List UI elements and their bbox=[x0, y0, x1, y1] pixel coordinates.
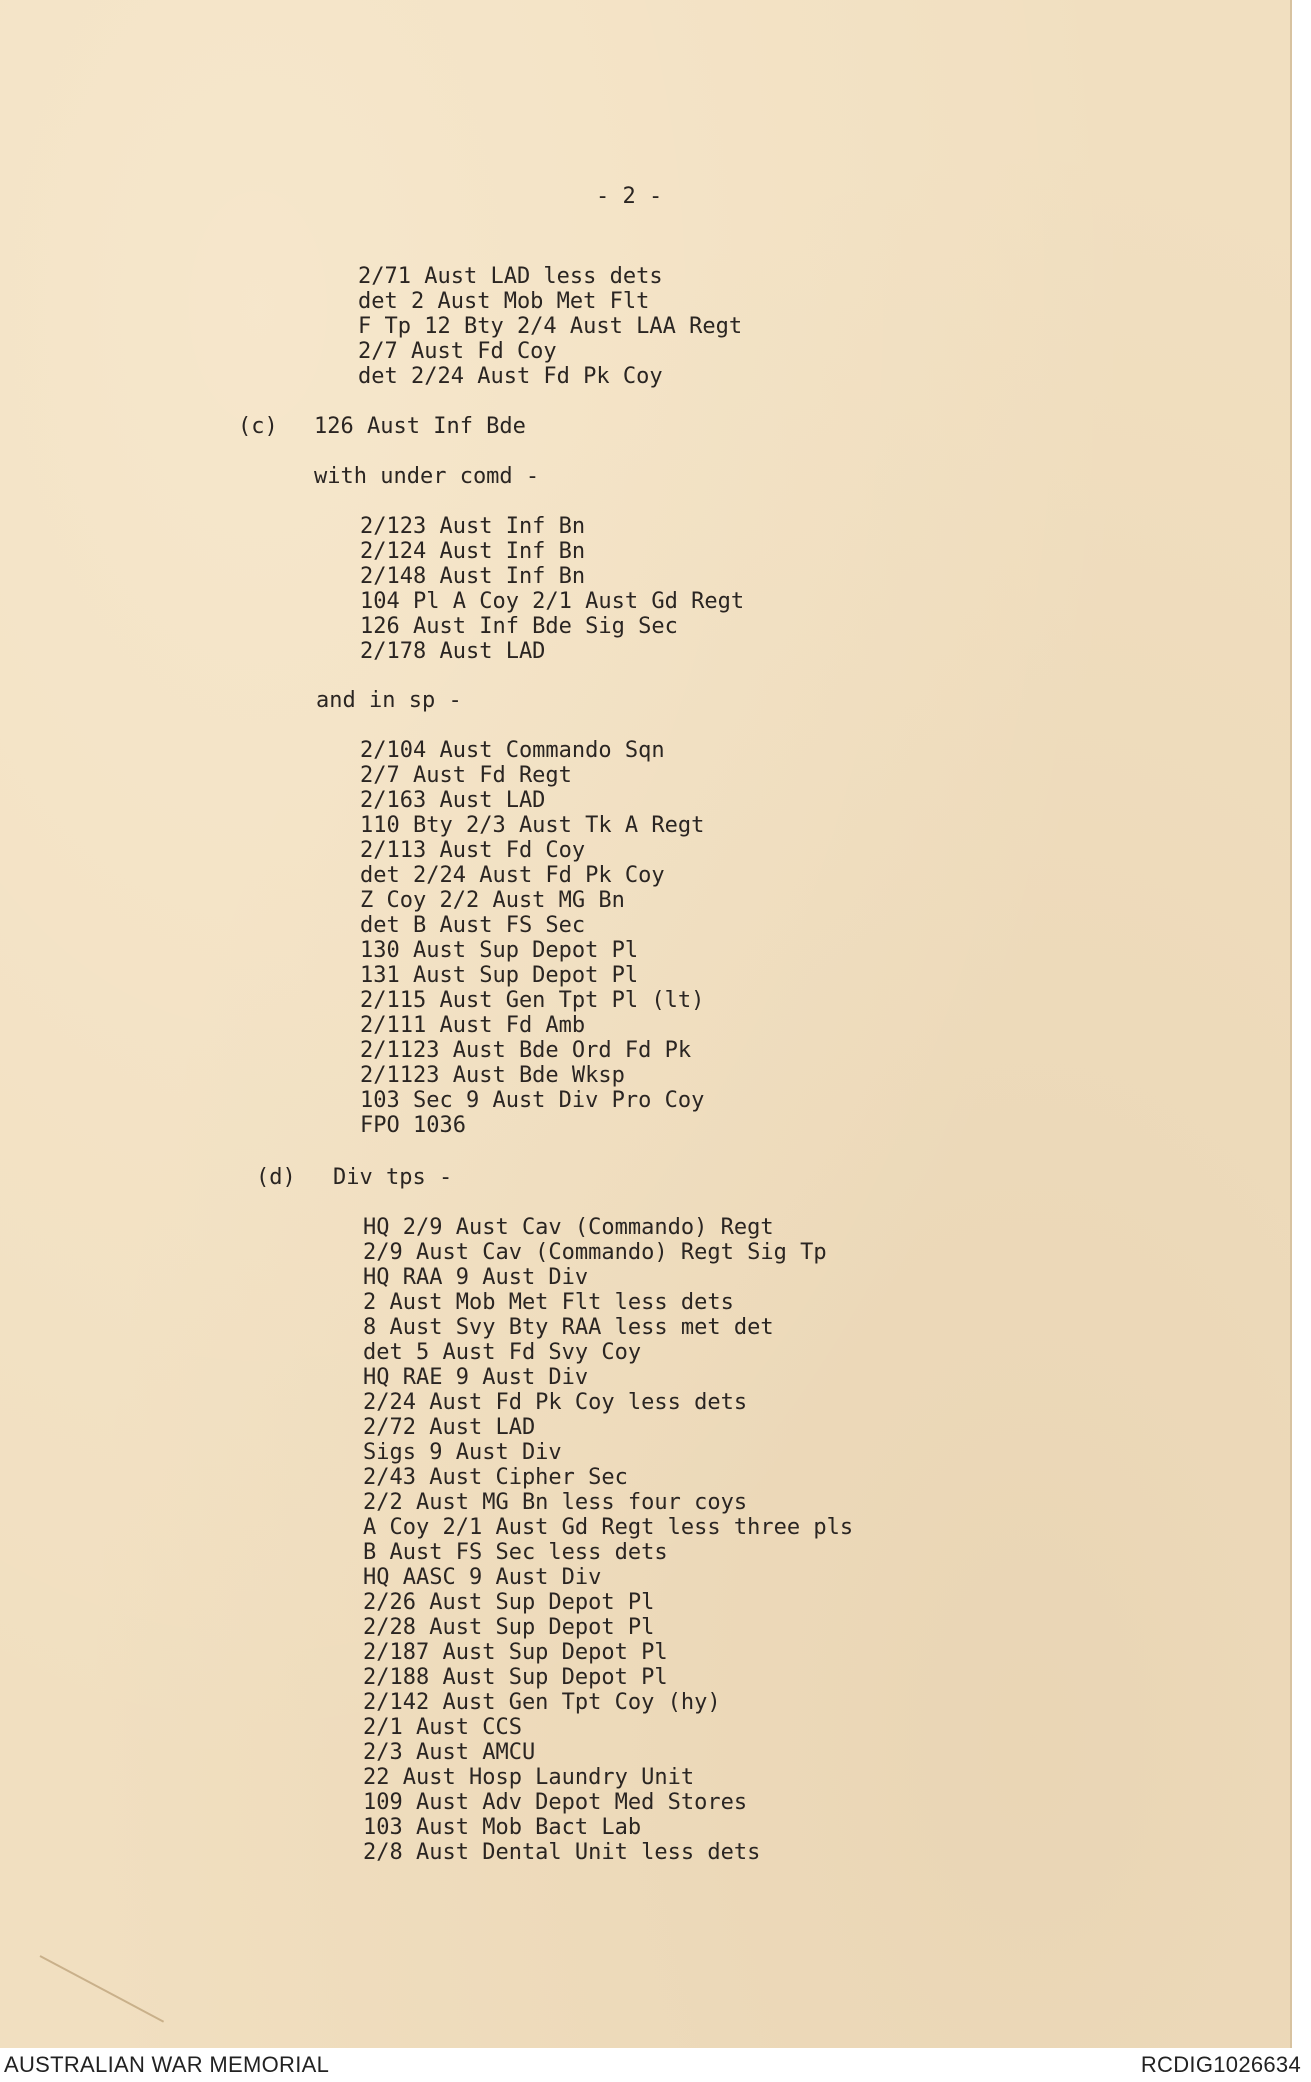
list-item: 2/43 Aust Cipher Sec bbox=[363, 1465, 628, 1490]
list-item: 2/2 Aust MG Bn less four coys bbox=[363, 1490, 748, 1515]
list-item: 2/71 Aust LAD less dets bbox=[358, 264, 663, 289]
list-item: det 2 Aust Mob Met Flt bbox=[358, 289, 650, 314]
list-item: 2/104 Aust Commando Sqn bbox=[360, 738, 665, 763]
list-item: 2/1 Aust CCS bbox=[363, 1715, 522, 1740]
list-item: 126 Aust Inf Bde Sig Sec bbox=[360, 614, 678, 639]
list-item: 2/115 Aust Gen Tpt Pl (lt) bbox=[360, 988, 705, 1013]
list-item: 104 Pl A Coy 2/1 Aust Gd Regt bbox=[360, 589, 745, 614]
list-item: HQ 2/9 Aust Cav (Commando) Regt bbox=[363, 1215, 774, 1240]
footer-institution: AUSTRALIAN WAR MEMORIAL bbox=[4, 2052, 330, 2077]
list-item: 2/1123 Aust Bde Ord Fd Pk bbox=[360, 1038, 692, 1063]
list-item: B Aust FS Sec less dets bbox=[363, 1540, 668, 1565]
list-item: 2/26 Aust Sup Depot Pl bbox=[363, 1590, 655, 1615]
list-item: Z Coy 2/2 Aust MG Bn bbox=[360, 888, 625, 913]
list-item: FPO 1036 bbox=[360, 1113, 466, 1138]
footer-catalogue-id: RCDIG1026634 bbox=[1140, 2052, 1301, 2077]
list-item: 131 Aust Sup Depot Pl bbox=[360, 963, 639, 988]
list-item: 2/111 Aust Fd Amb bbox=[360, 1013, 586, 1038]
section-d-marker: (d) bbox=[256, 1165, 296, 1190]
section-c-marker: (c) bbox=[238, 414, 278, 439]
list-item: 103 Sec 9 Aust Div Pro Coy bbox=[360, 1088, 705, 1113]
list-item: 2/28 Aust Sup Depot Pl bbox=[363, 1615, 655, 1640]
list-item: 2/72 Aust LAD bbox=[363, 1415, 536, 1440]
list-item: F Tp 12 Bty 2/4 Aust LAA Regt bbox=[358, 314, 743, 339]
list-item: 110 Bty 2/3 Aust Tk A Regt bbox=[360, 813, 705, 838]
list-item: 2/113 Aust Fd Coy bbox=[360, 838, 586, 863]
list-item: 2/163 Aust LAD bbox=[360, 788, 546, 813]
list-item: 2/24 Aust Fd Pk Coy less dets bbox=[363, 1390, 748, 1415]
list-item: 2/9 Aust Cav (Commando) Regt Sig Tp bbox=[363, 1240, 827, 1265]
section-c-title: 126 Aust Inf Bde bbox=[314, 414, 526, 439]
page-number: - 2 - bbox=[596, 184, 663, 209]
list-item: A Coy 2/1 Aust Gd Regt less three pls bbox=[363, 1515, 854, 1540]
list-item: 2/123 Aust Inf Bn bbox=[360, 514, 586, 539]
section-d-title: Div tps - bbox=[333, 1165, 453, 1190]
list-item: 103 Aust Mob Bact Lab bbox=[363, 1815, 642, 1840]
list-item: HQ RAE 9 Aust Div bbox=[363, 1365, 589, 1390]
list-item: 109 Aust Adv Depot Med Stores bbox=[363, 1790, 748, 1815]
list-item: det 2/24 Aust Fd Pk Coy bbox=[358, 364, 663, 389]
list-item: 2 Aust Mob Met Flt less dets bbox=[363, 1290, 734, 1315]
list-item: det 2/24 Aust Fd Pk Coy bbox=[360, 863, 665, 888]
list-item: 2/3 Aust AMCU bbox=[363, 1740, 536, 1765]
list-item: det 5 Aust Fd Svy Coy bbox=[363, 1340, 642, 1365]
list-item: HQ RAA 9 Aust Div bbox=[363, 1265, 589, 1290]
archive-footer bbox=[0, 2048, 1311, 2082]
list-item: 2/1123 Aust Bde Wksp bbox=[360, 1063, 625, 1088]
list-item: 22 Aust Hosp Laundry Unit bbox=[363, 1765, 695, 1790]
list-item: 2/7 Aust Fd Regt bbox=[360, 763, 572, 788]
list-item: 130 Aust Sup Depot Pl bbox=[360, 938, 639, 963]
list-item: det B Aust FS Sec bbox=[360, 913, 586, 938]
list-item: HQ AASC 9 Aust Div bbox=[363, 1565, 602, 1590]
section-c-under-comd-label: with under comd - bbox=[314, 464, 540, 489]
list-item: 2/148 Aust Inf Bn bbox=[360, 564, 586, 589]
list-item: 2/7 Aust Fd Coy bbox=[358, 339, 557, 364]
list-item: 2/8 Aust Dental Unit less dets bbox=[363, 1840, 761, 1865]
section-c-in-sp-label: and in sp - bbox=[316, 688, 462, 713]
list-item: 8 Aust Svy Bty RAA less met det bbox=[363, 1315, 774, 1340]
list-item: Sigs 9 Aust Div bbox=[363, 1440, 562, 1465]
list-item: 2/178 Aust LAD bbox=[360, 639, 546, 664]
list-item: 2/188 Aust Sup Depot Pl bbox=[363, 1665, 668, 1690]
corner-fold-crease bbox=[40, 1955, 165, 2022]
list-item: 2/124 Aust Inf Bn bbox=[360, 539, 586, 564]
list-item: 2/187 Aust Sup Depot Pl bbox=[363, 1640, 668, 1665]
list-item: 2/142 Aust Gen Tpt Coy (hy) bbox=[363, 1690, 721, 1715]
